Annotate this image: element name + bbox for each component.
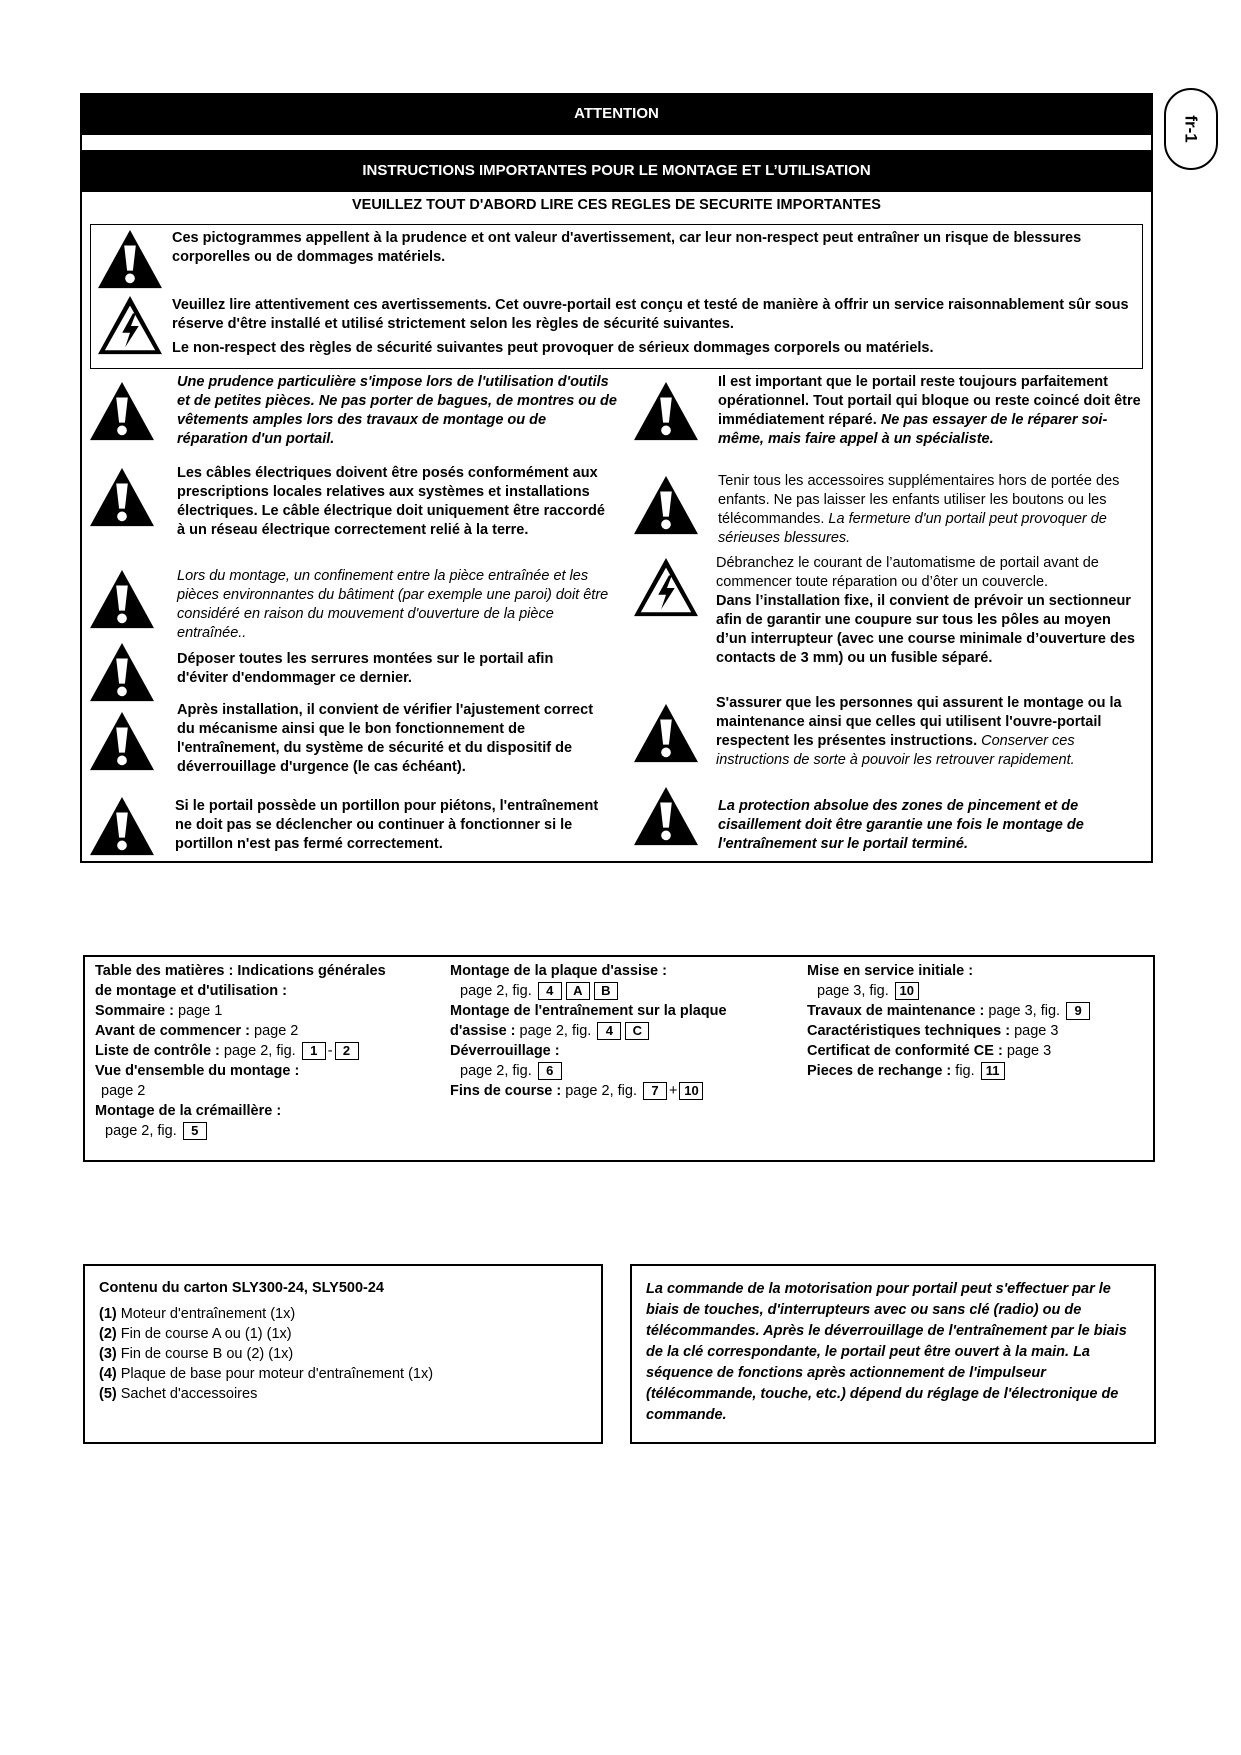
- item-number: (5): [99, 1386, 117, 1402]
- toc-entry-liste: [95, 1041, 386, 1061]
- toc-label: Vue d'ensemble du montage :: [95, 1063, 300, 1079]
- left-warning-5: Après installation, il convient de vérifier l'ajustement correct du mécanisme ainsi que le bon fonctionnement de l'entraînement, du système de sécurité et du dispositif de déverrouillage d'urgence (le cas échéant).: [177, 702, 594, 775]
- toc-column-1: [95, 961, 386, 1141]
- toc-value: page 2, fig.: [519, 1023, 592, 1039]
- toc-entry-sommaire: [95, 1001, 386, 1021]
- figure-ref: 4: [538, 982, 562, 1000]
- read-first-heading: VEUILLEZ TOUT D'ABORD LIRE CES REGLES DE SECURITE IMPORTANTES: [352, 197, 881, 213]
- warning-exclamation-icon: [88, 466, 156, 528]
- toc-value: page 2: [254, 1023, 299, 1039]
- figure-ref: 4: [597, 1022, 621, 1040]
- list-item: [99, 1384, 587, 1404]
- item-text: Plaque de base pour moteur d'entraînement (1x): [120, 1366, 434, 1382]
- item-number: (1): [99, 1306, 117, 1322]
- intro-text-1: Ces pictogrammes appellent à la prudence et ont valeur d'avertissement, car leur non-respect peut entraîner un risque de blessures corporelles ou de dommages matériels.: [172, 230, 1082, 265]
- warning-exclamation-icon: [88, 641, 156, 703]
- item-number: (3): [99, 1346, 117, 1362]
- toc-value: page 3, fig.: [988, 1003, 1061, 1019]
- page-number-tab: [1164, 88, 1218, 170]
- figure-ref: 2: [335, 1042, 359, 1060]
- toc-value: page 2, fig.: [223, 1043, 296, 1059]
- warning-exclamation-icon: [632, 380, 700, 442]
- toc-entry-fins: [450, 1081, 727, 1101]
- figure-ref: 1: [302, 1042, 326, 1060]
- toc-entry-cremaillere: [95, 1101, 386, 1121]
- toc-label: Liste de contrôle :: [95, 1043, 220, 1059]
- warning-exclamation-icon: [88, 568, 156, 630]
- toc-entry-cremaillere-value: [95, 1121, 386, 1141]
- toc-label: Certificat de conformité CE :: [807, 1043, 1003, 1059]
- toc-entry-certif: [807, 1041, 1092, 1061]
- item-number: (4): [99, 1366, 117, 1382]
- warning-exclamation-icon: [96, 228, 164, 290]
- right-warning-5: La protection absolue des zones de pincement et de cisaillement doit être garantie une fois le montage de l'entraînement sur le portail terminé.: [718, 798, 1084, 852]
- toc-value: page 1: [178, 1003, 223, 1019]
- intro-text-2: Veuillez lire attentivement ces avertissements. Cet ouvre-portail est conçu et testé de manière à offrir un service raisonnablement sûr sous réserve d'être installé et utilisé strictement selon les règles de sécurité suivantes.: [172, 297, 1129, 332]
- left-warning-4: Déposer toutes les serrures montées sur le portail afin d'éviter d'endommager ce dernier.: [177, 651, 554, 686]
- figure-ref: 10: [679, 1082, 703, 1100]
- toc-label: Caractéristiques techniques :: [807, 1023, 1011, 1039]
- carton-title: Contenu du carton SLY300-24, SLY500-24: [99, 1280, 385, 1296]
- toc-value: page 2, fig.: [460, 983, 532, 999]
- toc-entry-travaux: [807, 1001, 1092, 1021]
- toc-value: page 3, fig.: [817, 983, 889, 999]
- item-text: Fin de course B ou (2) (1x): [120, 1346, 294, 1362]
- right-warning-4-note: Conserver ces instructions de sorte à pouvoir les retrouver rapidement.: [716, 733, 1075, 768]
- toc-entry-entrainement: Montage de l'entraînement sur la plaque: [450, 1003, 727, 1019]
- item-text: Fin de course A ou (1) (1x): [120, 1326, 292, 1342]
- list-item: [99, 1344, 587, 1364]
- warning-electric-icon: [632, 556, 700, 618]
- toc-entry-vue: [95, 1061, 386, 1081]
- toc-label: Fins de course :: [450, 1083, 562, 1099]
- toc-label: Avant de commencer :: [95, 1023, 250, 1039]
- right-warning-3-detail: Dans l’installation fixe, il convient de prévoir un sectionneur afin de garantir une coupure sur tous les pôles au moyen d’un interrupteur (avec une course minimale d’ouverture des contacts de 3 mm) ou un fusible séparé.: [716, 593, 1135, 666]
- right-warning-1-note: Ne pas essayer de le réparer soi-même, mais faire appel à un spécialiste.: [718, 412, 1108, 447]
- warning-exclamation-icon: [88, 380, 156, 442]
- toc-entry-deverrouillage: Déverrouillage :: [450, 1043, 560, 1059]
- toc-entry-pieces: [807, 1061, 1092, 1081]
- right-warning-2-text: Tenir tous les accessoires supplémentaires hors de portée des enfants. Ne pas laisser les enfants utiliser les boutons ou les télécommandes.: [718, 473, 1120, 527]
- figure-ref: 7: [643, 1082, 667, 1100]
- warning-exclamation-icon: [88, 795, 156, 857]
- instructions-bar: INSTRUCTIONS IMPORTANTES POUR LE MONTAGE ET L’UTILISATION: [80, 150, 1153, 192]
- toc-label: Sommaire :: [95, 1003, 174, 1019]
- toc-value: page 3: [1014, 1023, 1059, 1039]
- toc-entry-mise: Mise en service initiale :: [807, 963, 974, 979]
- intro-text-3: Le non-respect des règles de sécurité suivantes peut provoquer de sérieux dommages corporels ou matériels.: [172, 340, 934, 356]
- figure-ref: C: [625, 1022, 649, 1040]
- figure-ref: A: [566, 982, 590, 1000]
- warning-exclamation-icon: [632, 702, 700, 764]
- toc-value: fig.: [955, 1063, 975, 1079]
- right-warning-1-text: Il est important que le portail reste toujours parfaitement opérationnel. Tout portail qui bloque ou reste coincé doit être immédiatement réparé.: [718, 374, 1141, 428]
- control-note-box: [630, 1264, 1156, 1444]
- toc-label: Montage de la crémaillère :: [95, 1103, 282, 1119]
- toc-entry-plaque-value: [450, 981, 727, 1001]
- toc-entry-plaque: Montage de la plaque d'assise :: [450, 963, 667, 979]
- right-warning-2-note: La fermeture d'un portail peut provoquer de sérieuses blessures.: [718, 511, 1107, 546]
- right-warning-1: [718, 373, 1143, 449]
- toc-label: d'assise :: [450, 1023, 516, 1039]
- figure-ref: 5: [183, 1122, 207, 1140]
- control-note-text: La commande de la motorisation pour portail peut s'effectuer par le biais de touches, d'interrupteurs avec ou sans clé (radio) ou de télécommandes. Après le déverrouillage de l'entraînement par le biais de la clé correspondante, le portail peut être ouvert à la main. La séquence de fonctions après actionnement de l'impulseur (télécommande, touche, etc.) dépend du réglage de l'électronique de commande.: [646, 1281, 1127, 1423]
- toc-column-2: [450, 961, 727, 1101]
- figure-ref: 11: [981, 1062, 1005, 1080]
- figure-ref: 9: [1066, 1002, 1090, 1020]
- list-item: [99, 1364, 587, 1384]
- toc-value: page 3: [1006, 1043, 1052, 1059]
- toc-entry-avant: [95, 1021, 386, 1041]
- item-text: Sachet d'accessoires: [120, 1386, 258, 1402]
- figure-ref: 6: [538, 1062, 562, 1080]
- separator: -: [327, 1043, 333, 1059]
- item-number: (2): [99, 1326, 117, 1342]
- toc-value: page 2, fig.: [565, 1083, 637, 1099]
- warning-exclamation-icon: [632, 474, 700, 536]
- warning-exclamation-icon: [88, 710, 156, 772]
- table-of-contents: [83, 955, 1155, 1162]
- carton-contents-box: [83, 1264, 603, 1444]
- toc-value: page 2, fig.: [460, 1063, 532, 1079]
- right-warning-4: [716, 694, 1146, 770]
- right-warning-3: Débranchez le courant de l’automatisme de portail avant de commencer toute réparation ou d’ôter un couvercle.: [716, 555, 1099, 590]
- toc-entry-entrainement-value: [450, 1021, 727, 1041]
- right-warning-4-text: S'assurer que les personnes qui assurent le montage ou la maintenance ainsi que celles qui utilisent l'ouvre-portail respectent les présentes instructions.: [716, 695, 1122, 749]
- page-number: fr-1: [1182, 115, 1201, 143]
- left-warning-2: Les câbles électriques doivent être posés conformément aux prescriptions locales relatives aux systèmes et installations électriques. Le câble électrique doit uniquement être raccordé à un réseau électrique correctement relié à la terre.: [177, 465, 605, 538]
- toc-entry-carac: [807, 1021, 1092, 1041]
- left-warning-6: Si le portail possède un portillon pour piétons, l'entraînement ne doit pas se déclencher ou continuer à fonctionner si le portillon n'est pas fermé correctement.: [175, 798, 599, 852]
- warning-exclamation-icon: [632, 785, 700, 847]
- figure-ref: B: [594, 982, 618, 1000]
- separator: +: [669, 1083, 678, 1099]
- warning-electric-icon: [96, 294, 164, 356]
- list-item: [99, 1324, 587, 1344]
- toc-column-3: [807, 961, 1092, 1081]
- figure-ref: 10: [895, 982, 919, 1000]
- attention-bar: ATTENTION: [80, 93, 1153, 135]
- right-warning-2: [718, 472, 1143, 548]
- list-item: [99, 1304, 587, 1324]
- toc-label: Pieces de rechange :: [807, 1063, 952, 1079]
- toc-value: page 2, fig.: [105, 1123, 177, 1139]
- toc-heading-2: de montage et d'utilisation :: [95, 983, 287, 999]
- left-warning-1: Une prudence particulière s'impose lors de l'utilisation d'outils et de petites pièces. Ne pas porter de bagues, de montres ou de vêtements amples lors des travaux de montage ou de réparation d'un portail.: [177, 374, 617, 447]
- toc-label: Travaux de maintenance :: [807, 1003, 985, 1019]
- item-text: Moteur d'entraînement (1x): [120, 1306, 296, 1322]
- left-warning-3: Lors du montage, un confinement entre la pièce entraînée et les pièces environnantes du bâtiment (par exemple une paroi) doit être considéré en raison du mouvement d'ouverture de la pièce entraînée..: [177, 568, 609, 641]
- toc-entry-deverrouillage-value: [450, 1061, 727, 1081]
- toc-entry-mise-value: [807, 981, 1092, 1001]
- toc-value: page 2: [101, 1083, 146, 1099]
- toc-heading-1: Table des matières : Indications générales: [95, 963, 386, 979]
